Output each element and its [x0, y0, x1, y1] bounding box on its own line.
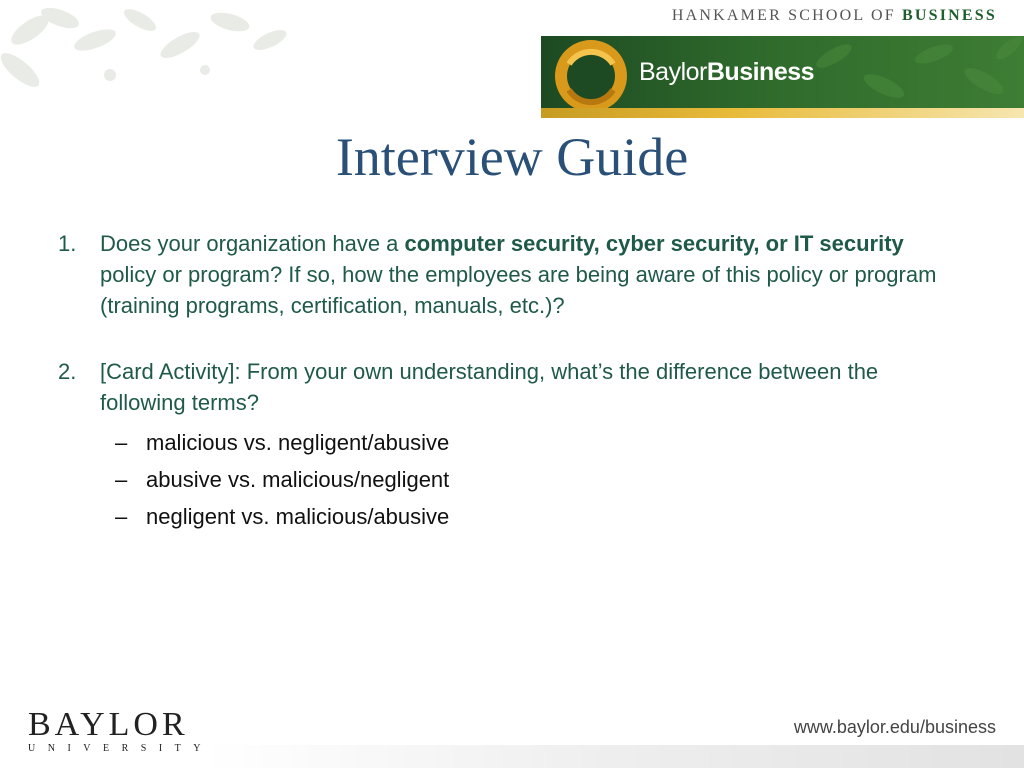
school-prefix: HANKAMER SCHOOL OF	[671, 7, 896, 24]
slide-content	[58, 228, 958, 535]
school-accent: BUSINESS	[902, 7, 997, 24]
dash-bullet: –	[115, 430, 128, 455]
list-item	[100, 461, 940, 498]
question-text-before: Does your organization have a	[100, 231, 405, 256]
school-name	[672, 7, 997, 25]
question-text-after: policy or program? If so, how the employees are being aware of this policy or program (training programs, certification, manuals, etc.)?	[100, 262, 937, 318]
brand-wordmark	[639, 58, 814, 87]
term-list	[100, 424, 940, 535]
leaf-decoration	[0, 0, 320, 100]
question-text: [Card Activity]: From your own understanding, what’s the difference between the following terms?	[100, 359, 879, 415]
list-item-text: negligent vs. malicious/abusive	[146, 504, 450, 529]
baylor-business-logo-icon	[549, 36, 633, 108]
brand-banner	[541, 36, 1024, 108]
list-item-text: malicious vs. negligent/abusive	[146, 430, 450, 455]
dash-bullet: –	[115, 504, 128, 529]
list-item	[100, 498, 940, 535]
baylor-university-logo	[28, 708, 213, 754]
question-number: 1.	[58, 231, 77, 256]
footer-url: www.baylor.edu/business	[793, 717, 996, 737]
question-number: 2.	[58, 359, 77, 384]
banner-leaves	[794, 36, 1024, 108]
dash-bullet: –	[115, 467, 128, 492]
logo-subtitle: UNIVERSITY	[28, 743, 213, 754]
banner-gold-stripe	[541, 108, 1024, 118]
slide-title: Interview Guide	[335, 127, 689, 187]
list-item-text: abusive vs. malicious/negligent	[146, 467, 450, 492]
question-2	[58, 356, 958, 535]
question-text	[100, 228, 940, 321]
logo-word: BAYLOR	[28, 706, 189, 743]
brand-part1: Baylor	[639, 58, 707, 86]
brand-part2: Business	[706, 58, 815, 86]
question-block	[100, 356, 940, 535]
list-item	[100, 424, 940, 461]
question-text-bold: computer security, cyber security, or IT security	[404, 231, 904, 256]
question-1	[58, 228, 958, 321]
